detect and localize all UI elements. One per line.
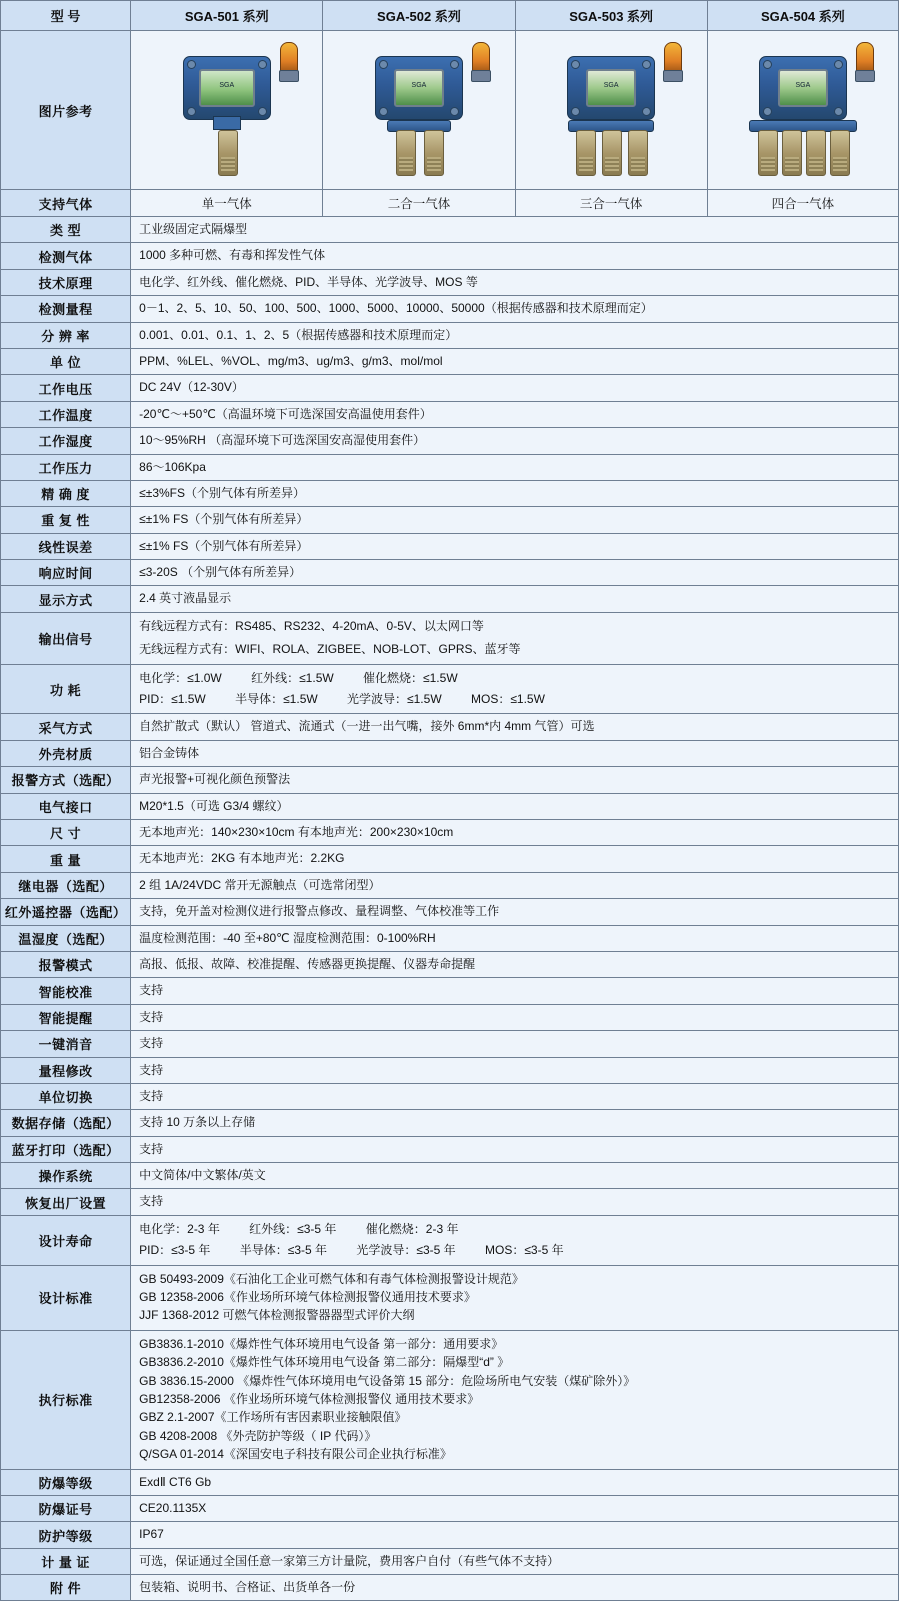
exec-standard-item: GB12358-2006 《作业场所环境气体检测报警仪 通用技术要求》 [139, 1391, 480, 1406]
row-label-humidity: 工作湿度 [1, 428, 131, 454]
row-label-relay: 继电器（选配） [1, 872, 131, 898]
row-value-weight: 无本地声光：2KG 有本地声光：2.2KG [131, 846, 899, 872]
table-row-design-standard [1, 1265, 899, 1330]
alarm-lamp-icon [856, 42, 874, 74]
life-mos: MOS：≤3-5 年 [484, 1243, 564, 1258]
gas-support-501: 单一气体 [131, 190, 323, 217]
table-row-voltage [1, 375, 899, 401]
row-value-range: 0－1、2、5、10、50、100、500、1000、5000、10000、50000（根据传感器和技术原理而定） [131, 296, 899, 322]
table-row-exec-standard [1, 1330, 899, 1469]
product-image-504 [707, 31, 898, 190]
row-value-exec-standard [131, 1330, 899, 1469]
row-value-detect-gas: 1000 多种可燃、有毒和挥发性气体 [131, 243, 899, 269]
product-image-502 [323, 31, 515, 190]
row-value-one-key-mute: 支持 [131, 1031, 899, 1057]
table-row-alarm-mode-optional [1, 767, 899, 793]
row-value-resolution: 0.001、0.01、0.1、1、2、5（根据传感器和技术原理而定） [131, 322, 899, 348]
row-value-alarm-mode-optional: 声光报警+可视化颜色预警法 [131, 767, 899, 793]
table-row-ip-grade [1, 1522, 899, 1548]
row-value-design-standard [131, 1265, 899, 1330]
row-label-display: 显示方式 [1, 586, 131, 612]
row-label-smart-calibration: 智能校准 [1, 978, 131, 1004]
alarm-lamp-icon [280, 42, 298, 74]
row-label-power: 功 耗 [1, 664, 131, 714]
row-label-resolution: 分 辨 率 [1, 322, 131, 348]
row-value-alarm-modes: 高报、低报、故障、校准提醒、传感器更换提醒、仪器寿命提醒 [131, 951, 899, 977]
row-label-gas-support: 支持气体 [1, 190, 131, 217]
model-501: SGA-501 系列 [131, 1, 323, 31]
row-label-repeatability: 重 复 性 [1, 507, 131, 533]
row-value-range-modify: 支持 [131, 1057, 899, 1083]
table-row-images [1, 31, 899, 190]
power-infrared: 红外线：≤1.5W [251, 670, 334, 685]
detector-neck [213, 116, 241, 130]
row-value-unit-switch: 支持 [131, 1083, 899, 1109]
row-label-pressure: 工作压力 [1, 454, 131, 480]
sensor-probe [830, 130, 850, 176]
table-row-response-time [1, 560, 899, 586]
table-row-ex-grade [1, 1469, 899, 1495]
row-label-voltage: 工作电压 [1, 375, 131, 401]
row-label-bluetooth-print: 蓝牙打印（选配） [1, 1136, 131, 1162]
table-row-model [1, 1, 899, 31]
power-optical-waveguide: 光学波导：≤1.5W [347, 692, 442, 707]
sensor-probe [396, 130, 416, 176]
row-value-data-storage: 支持 10 万条以上存储 [131, 1110, 899, 1136]
row-label-ex-cert: 防爆证号 [1, 1495, 131, 1521]
design-standard-item: GB 12358-2006《作业场所环境气体检测报警仪通用技术要求》 [139, 1290, 476, 1305]
row-value-bluetooth-print: 支持 [131, 1136, 899, 1162]
row-value-principle: 电化学、红外线、催化燃烧、PID、半导体、光学波导、MOS 等 [131, 269, 899, 295]
row-value-pressure: 86～106Kpa [131, 454, 899, 480]
row-label-linearity: 线性误差 [1, 533, 131, 559]
row-label-accuracy: 精 确 度 [1, 480, 131, 506]
row-label-design-lifetime: 设计寿命 [1, 1215, 131, 1265]
row-label-housing: 外壳材质 [1, 740, 131, 766]
row-label-range-modify: 量程修改 [1, 1057, 131, 1083]
row-value-housing: 铝合金铸体 [131, 740, 899, 766]
row-value-type: 工业级固定式隔爆型 [131, 217, 899, 243]
exec-standard-item: GB 4208-2008 《外壳防护等级（ IP 代码）》 [139, 1428, 377, 1443]
row-label-exec-standard: 执行标准 [1, 1330, 131, 1469]
life-semiconductor: 半导体：≤3-5 年 [239, 1243, 328, 1258]
row-value-unit: PPM、%LEL、%VOL、mg/m3、ug/m3、g/m3、mol/mol [131, 348, 899, 374]
row-label-temperature: 工作温度 [1, 401, 131, 427]
table-row-smart-reminder [1, 1004, 899, 1030]
row-label-principle: 技术原理 [1, 269, 131, 295]
table-row-repeatability [1, 507, 899, 533]
table-row-detect-gas [1, 243, 899, 269]
table-row-ir-remote [1, 899, 899, 925]
row-value-response-time: ≤3-20S （个别气体有所差异） [131, 560, 899, 586]
row-label-image-reference: 图片参考 [1, 31, 131, 190]
table-row-sampling [1, 714, 899, 740]
row-value-smart-reminder: 支持 [131, 1004, 899, 1030]
model-503: SGA-503 系列 [515, 1, 707, 31]
gas-detector-illustration [526, 38, 696, 183]
row-label-operating-system: 操作系统 [1, 1163, 131, 1189]
table-row-display [1, 586, 899, 612]
display-screen: SGA [199, 69, 255, 107]
row-value-humidity: 10～95%RH （高湿环境下可选深国安高湿使用套件） [131, 428, 899, 454]
row-value-size: 无本地声光：140×230×10cm 有本地声光：200×230×10cm [131, 819, 899, 845]
row-label-alarm-modes: 报警模式 [1, 951, 131, 977]
row-value-voltage: DC 24V（12-30V） [131, 375, 899, 401]
power-pid: PID：≤1.5W [139, 692, 206, 707]
row-label-ip-grade: 防护等级 [1, 1522, 131, 1548]
row-label-output-signal: 输出信号 [1, 612, 131, 664]
row-label-unit-switch: 单位切换 [1, 1083, 131, 1109]
display-screen: SGA [778, 69, 828, 107]
alarm-lamp-icon [664, 42, 682, 74]
row-label-type: 类 型 [1, 217, 131, 243]
table-row-temp-humidity-optional [1, 925, 899, 951]
gas-detector-illustration [142, 38, 312, 183]
table-row-principle [1, 269, 899, 295]
table-row-smart-calibration [1, 978, 899, 1004]
row-value-relay: 2 组 1A/24VDC 常开无源触点（可选常闭型） [131, 872, 899, 898]
row-label-ex-grade: 防爆等级 [1, 1469, 131, 1495]
sensor-probe [602, 130, 622, 176]
table-row-relay [1, 872, 899, 898]
lamp-base [279, 70, 299, 82]
exec-standard-item: GB 3836.15-2000 《爆炸性气体环境用电气设备第 15 部分：危险场所电气安装（煤矿除外）》 [139, 1373, 636, 1388]
table-row-weight [1, 846, 899, 872]
table-row-electrical-interface [1, 793, 899, 819]
model-502: SGA-502 系列 [323, 1, 515, 31]
detector-body [183, 56, 271, 120]
table-row-power [1, 664, 899, 714]
power-electrochemical: 电化学：≤1.0W [139, 670, 222, 685]
table-row-type [1, 217, 899, 243]
row-value-metrology-cert: 可选，保证通过全国任意一家第三方计量院，费用客户自付（有些气体不支持） [131, 1548, 899, 1574]
row-value-electrical-interface: M20*1.5（可选 G3/4 螺纹） [131, 793, 899, 819]
sensor-probe [576, 130, 596, 176]
exec-standard-item: GB3836.2-2010《爆炸性气体环境用电气设备 第二部分：隔爆型“d” 》 [139, 1355, 510, 1370]
row-value-design-lifetime [131, 1215, 899, 1265]
product-image-501 [131, 31, 323, 190]
life-optical-waveguide: 光学波导：≤3-5 年 [356, 1243, 456, 1258]
row-value-factory-reset: 支持 [131, 1189, 899, 1215]
power-mos: MOS：≤1.5W [471, 692, 545, 707]
exec-standard-item: GB3836.1-2010《爆炸性气体环境用电气设备 第一部分：通用要求》 [139, 1336, 504, 1351]
table-row-alarm-modes [1, 951, 899, 977]
table-row-accessories [1, 1575, 899, 1601]
table-row-humidity [1, 428, 899, 454]
sensor-probe [782, 130, 802, 176]
power-semiconductor: 半导体：≤1.5W [235, 692, 318, 707]
table-row-temperature [1, 401, 899, 427]
gas-detector-illustration [334, 38, 504, 183]
row-value-accuracy: ≤±3%FS（个别气体有所差异） [131, 480, 899, 506]
gas-support-504: 四合一气体 [707, 190, 898, 217]
sensor-probe [758, 130, 778, 176]
table-row-bluetooth-print [1, 1136, 899, 1162]
row-label-metrology-cert: 计 量 证 [1, 1548, 131, 1574]
sensor-probe [806, 130, 826, 176]
row-label-accessories: 附 件 [1, 1575, 131, 1601]
gas-support-502: 二合一气体 [323, 190, 515, 217]
row-label-factory-reset: 恢复出厂设置 [1, 1189, 131, 1215]
row-label-electrical-interface: 电气接口 [1, 793, 131, 819]
design-standard-item: GB 50493-2009《石油化工企业可燃气体和有毒气体检测报警设计规范》 [139, 1271, 524, 1286]
table-row-design-lifetime [1, 1215, 899, 1265]
row-value-repeatability: ≤±1% FS（个别气体有所差异） [131, 507, 899, 533]
row-label-one-key-mute: 一键消音 [1, 1031, 131, 1057]
life-pid: PID：≤3-5 年 [139, 1243, 211, 1258]
model-504: SGA-504 系列 [707, 1, 898, 31]
row-value-temperature: -20℃～+50℃（高温环境下可选深国安高温使用套件） [131, 401, 899, 427]
row-label-unit: 单 位 [1, 348, 131, 374]
row-label-model: 型 号 [1, 1, 131, 31]
row-label-size: 尺 寸 [1, 819, 131, 845]
row-value-temp-humidity-optional: 温度检测范围：-40 至+80℃ 湿度检测范围：0-100%RH [131, 925, 899, 951]
display-screen: SGA [586, 69, 636, 107]
table-row-accuracy [1, 480, 899, 506]
row-label-smart-reminder: 智能提醒 [1, 1004, 131, 1030]
table-row-ex-cert [1, 1495, 899, 1521]
row-value-operating-system: 中文简体/中文繁体/英文 [131, 1163, 899, 1189]
table-row-size [1, 819, 899, 845]
row-label-ir-remote: 红外遥控器（选配） [1, 899, 131, 925]
lamp-base [663, 70, 683, 82]
lamp-base [855, 70, 875, 82]
row-value-power [131, 664, 899, 714]
table-row-linearity [1, 533, 899, 559]
table-row-range-modify [1, 1057, 899, 1083]
row-label-response-time: 响应时间 [1, 560, 131, 586]
row-label-alarm-mode-optional: 报警方式（选配） [1, 767, 131, 793]
design-standard-item: JJF 1368-2012 可燃气体检测报警器器型式评价大纲 [139, 1308, 415, 1323]
row-label-data-storage: 数据存储（选配） [1, 1110, 131, 1136]
output-wired: 有线远程方式有：RS485、RS232、4-20mA、0-5V、以太网口等 [139, 618, 484, 633]
row-value-linearity: ≤±1% FS（个别气体有所差异） [131, 533, 899, 559]
table-row-operating-system [1, 1163, 899, 1189]
row-value-ex-cert: CE20.1135X [131, 1495, 899, 1521]
table-row-range [1, 296, 899, 322]
life-catalytic: 催化燃烧：2-3 年 [365, 1221, 459, 1236]
row-label-range: 检测量程 [1, 296, 131, 322]
table-row-pressure [1, 454, 899, 480]
table-row-resolution [1, 322, 899, 348]
table-row-metrology-cert [1, 1548, 899, 1574]
life-infrared: 红外线：≤3-5 年 [249, 1221, 337, 1236]
product-image-503 [515, 31, 707, 190]
row-value-display: 2.4 英寸液晶显示 [131, 586, 899, 612]
table-row-output-signal [1, 612, 899, 664]
row-value-sampling: 自然扩散式（默认） 管道式、流通式（一进一出气嘴，接外 6mm*内 4mm 气管）可选 [131, 714, 899, 740]
sensor-probe [218, 130, 238, 176]
row-value-ip-grade: IP67 [131, 1522, 899, 1548]
row-label-temp-humidity-optional: 温湿度（选配） [1, 925, 131, 951]
gas-support-503: 三合一气体 [515, 190, 707, 217]
row-value-accessories: 包装箱、说明书、合格证、出货单各一份 [131, 1575, 899, 1601]
detector-body [375, 56, 463, 120]
detector-body [567, 56, 655, 120]
row-label-detect-gas: 检测气体 [1, 243, 131, 269]
table-row-unit-switch [1, 1083, 899, 1109]
table-row-data-storage [1, 1110, 899, 1136]
row-label-design-standard: 设计标准 [1, 1265, 131, 1330]
gas-detector-illustration [718, 38, 888, 183]
row-label-sampling: 采气方式 [1, 714, 131, 740]
row-value-ex-grade: ExdⅡ CT6 Gb [131, 1469, 899, 1495]
alarm-lamp-icon [472, 42, 490, 74]
output-wireless: 无线远程方式有：WIFI、ROLA、ZIGBEE、NOB-LOT、GPRS、蓝牙等 [139, 642, 521, 657]
lamp-base [471, 70, 491, 82]
row-value-output-signal [131, 612, 899, 664]
row-value-smart-calibration: 支持 [131, 978, 899, 1004]
power-catalytic: 催化燃烧：≤1.5W [363, 670, 458, 685]
table-row-housing [1, 740, 899, 766]
sensor-probe [424, 130, 444, 176]
table-row-gas-support [1, 190, 899, 217]
exec-standard-item: GBZ 2.1-2007《工作场所有害因素职业接触限值》 [139, 1410, 407, 1425]
table-row-factory-reset [1, 1189, 899, 1215]
sensor-probe [628, 130, 648, 176]
display-screen: SGA [394, 69, 444, 107]
row-value-ir-remote: 支持，免开盖对检测仪进行报警点修改、量程调整、气体校准等工作 [131, 899, 899, 925]
life-electrochemical: 电化学：2-3 年 [139, 1221, 220, 1236]
exec-standard-item: Q/SGA 01-2014《深国安电子科技有限公司企业执行标准》 [139, 1447, 452, 1462]
row-label-weight: 重 量 [1, 846, 131, 872]
table-row-unit [1, 348, 899, 374]
table-row-one-key-mute [1, 1031, 899, 1057]
detector-body [759, 56, 847, 120]
